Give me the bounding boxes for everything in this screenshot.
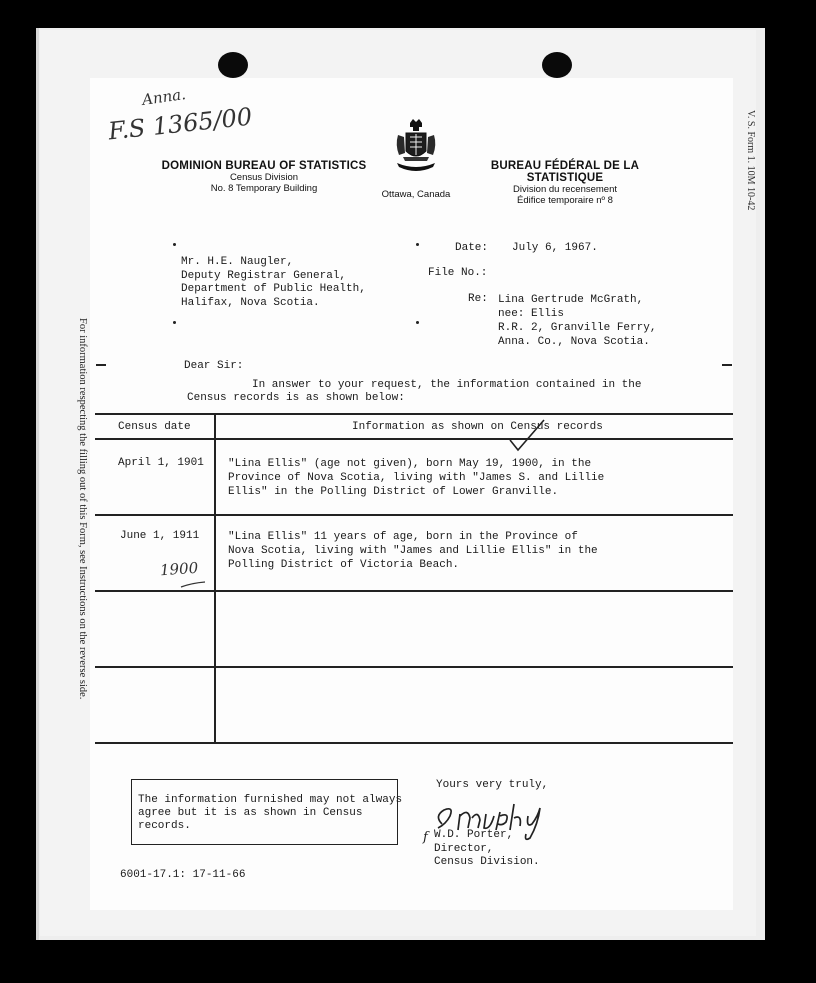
row-2-info-line: Nova Scotia, living with "James and Lillie Ellis" in the (228, 545, 598, 557)
signature-initial: f (423, 830, 428, 845)
handwritten-year: 1900 (159, 558, 199, 580)
form-dot (173, 243, 176, 246)
letterhead-right (456, 160, 674, 206)
signatory-division: Census Division. (434, 856, 540, 868)
table-row-border (95, 666, 733, 668)
form-code-right: V. S. Form 1. 10M 10-42 (745, 110, 756, 211)
checkmark-icon (508, 418, 548, 459)
left-division: Census Division (229, 172, 299, 183)
ottawa-city: Ottawa, Canada (381, 189, 451, 200)
disclaimer-line: The information furnished may not always (138, 794, 403, 806)
table-row-border (95, 514, 733, 516)
punch-hole-right (542, 52, 572, 78)
form-dot (173, 321, 176, 324)
letterhead-center (370, 189, 462, 200)
intro-line-1: In answer to your request, the information contained in the (252, 379, 642, 391)
recipient-name: Mr. H.E. Naugler, (181, 256, 294, 268)
recipient-title: Deputy Registrar General, (181, 269, 347, 282)
table-bottom-border (95, 742, 733, 744)
recipient-department: Department of Public Health, (181, 283, 366, 295)
form-dot (416, 321, 419, 324)
coat-of-arms-icon (393, 117, 439, 179)
salutation: Dear Sir: (184, 360, 244, 372)
row-1-info (228, 457, 604, 499)
row-2-info (228, 530, 598, 572)
handwritten-anno: Anna. (140, 85, 187, 109)
margin-tick (96, 364, 106, 366)
row-1-info-line: "Lina Ellis" (age not given), born May 19, 1900, in the (228, 458, 592, 470)
left-bureau-title: DOMINION BUREAU OF STATISTICS (161, 160, 367, 172)
punch-hole-left (218, 52, 248, 78)
re-name: Lina Gertrude McGrath, (498, 294, 644, 306)
row-1-date: April 1, 1901 (118, 457, 204, 469)
disclaimer-line: records. (138, 820, 191, 832)
date-value: July 6, 1967. (512, 242, 598, 254)
re-address: R.R. 2, Granville Ferry, (498, 322, 657, 334)
disclaimer-text (138, 794, 402, 833)
row-2-date: June 1, 1911 (120, 530, 200, 542)
signatory-name: W.D. Porter, (434, 829, 514, 841)
recipient-address (181, 256, 366, 310)
table-header-border (95, 438, 733, 440)
right-bureau-title: BUREAU FÉDÉRAL DE LA STATISTIQUE (490, 160, 640, 184)
re-block (498, 293, 656, 349)
form-dot (416, 243, 419, 246)
row-1-info-line: Province of Nova Scotia, living with "James S. and Lillie (228, 472, 605, 484)
recipient-city: Halifax, Nova Scotia. (181, 296, 320, 309)
table-top-border (95, 413, 733, 415)
table-column-divider (214, 413, 216, 743)
right-division: Division du recensement (512, 184, 618, 195)
row-2-info-line: "Lina Ellis" 11 years of age, born in the Province of (228, 531, 578, 543)
right-building: Édifice temporaire nº 8 (517, 195, 613, 206)
row-1-info-line: Ellis" in the Polling District of Lower Granville. (228, 486, 559, 498)
disclaimer-line: agree but it is as shown in Census (138, 807, 363, 819)
row-2-info-line: Polling District of Victoria Beach. (228, 559, 460, 571)
col-header-census-date: Census date (118, 421, 191, 433)
intro-line-2: Census records is as shown below: (187, 392, 405, 404)
re-label: Re: (468, 293, 488, 305)
col-header-information: Information as shown on Census records (352, 421, 603, 433)
form-number: 6001-17.1: 17-11-66 (120, 869, 246, 881)
file-label: File No.: (428, 267, 488, 279)
closing-signatory (434, 829, 540, 870)
re-county: Anna. Co., Nova Scotia. (498, 336, 650, 348)
handwritten-file-number: F.S 1365/00 (106, 102, 254, 146)
signatory-title: Director, (434, 842, 494, 855)
re-nee: nee: Ellis (498, 308, 565, 320)
left-building: No. 8 Temporary Building (210, 183, 318, 194)
date-label: Date: (455, 242, 489, 254)
side-instructions: For information respecting the filling out of this Form, see Instructions on the reverse side. (77, 318, 88, 700)
handwritten-underline (180, 576, 206, 594)
letterhead-left (160, 160, 368, 194)
margin-tick (722, 364, 732, 366)
closing-yours-truly: Yours very truly, (436, 779, 549, 791)
